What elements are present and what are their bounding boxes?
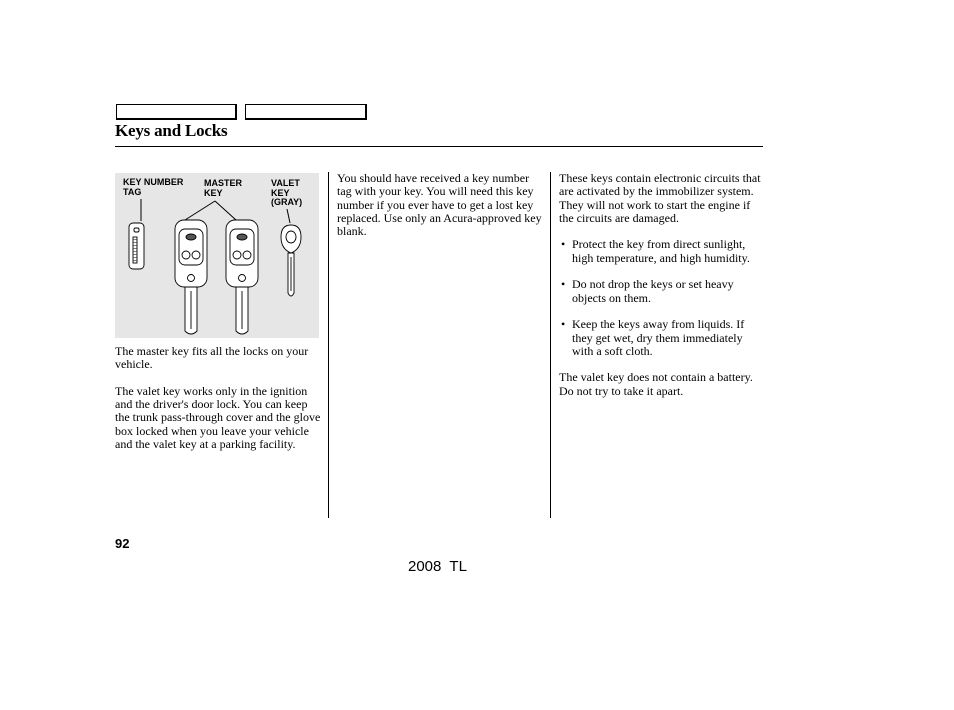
- column-3: [559, 172, 763, 411]
- master-key-1: [175, 220, 207, 334]
- bullet-icon: •: [561, 237, 566, 252]
- keys-drawing: [115, 173, 319, 338]
- master-key-label: MASTER KEY: [204, 178, 242, 198]
- key-number-tag-label: KEY NUMBER TAG: [123, 177, 184, 197]
- bullet-text: Keep the keys away from liquids. If they get wet, dry them immediately with a soft cloth.: [572, 317, 745, 358]
- valet-key: [281, 225, 301, 296]
- master-key-2: [226, 220, 258, 334]
- nav-tab-box-2[interactable]: [245, 104, 367, 120]
- column-divider: [550, 172, 551, 518]
- paragraph: These keys contain electronic circuits that are activated by the immobilizer system. They will not work to start the engine if the circuits are damaged.: [559, 171, 761, 225]
- bullet-list: [559, 238, 763, 358]
- nav-tab-box-1[interactable]: [116, 104, 237, 120]
- page-title: Keys and Locks: [115, 121, 228, 140]
- key-number-tag: [129, 223, 144, 269]
- column-divider: [328, 172, 329, 518]
- valet-leader-line: [287, 209, 290, 223]
- list-item: [559, 278, 763, 305]
- paragraph: The valet key works only in the ignition and the driver's door lock. You can keep the trunk pass-through cover and the glove box locked when you leave your vehicle and the valet key at a parking facility.: [115, 383, 321, 452]
- master-leader-line-right: [215, 201, 236, 220]
- list-item: [559, 238, 763, 265]
- title-rule: [115, 146, 763, 147]
- bullet-icon: •: [561, 277, 566, 292]
- list-item: [559, 318, 763, 358]
- valet-key-label: VALET KEY (GRAY): [271, 178, 303, 207]
- paragraph: The master key fits all the locks on your vehicle.: [115, 344, 309, 372]
- paragraph: You should have received a key number tag with your key. You will need this key number if you ever have to get a lost key replaced. Use only an Acura-approved key blank.: [337, 171, 542, 239]
- paragraph: The valet key does not contain a battery. Do not try to take it apart.: [559, 370, 753, 398]
- keys-illustration: [115, 173, 319, 338]
- bullet-text: Do not drop the keys or set heavy objects on them.: [572, 277, 734, 305]
- page-number: 92: [115, 536, 130, 551]
- bullet-icon: •: [561, 317, 566, 332]
- column-2: [337, 172, 543, 252]
- master-leader-line-left: [185, 201, 215, 220]
- footer-model: 2008 TL: [408, 558, 467, 575]
- bullet-text: Protect the key from direct sunlight, high temperature, and high humidity.: [572, 237, 750, 265]
- column-1: [115, 345, 323, 465]
